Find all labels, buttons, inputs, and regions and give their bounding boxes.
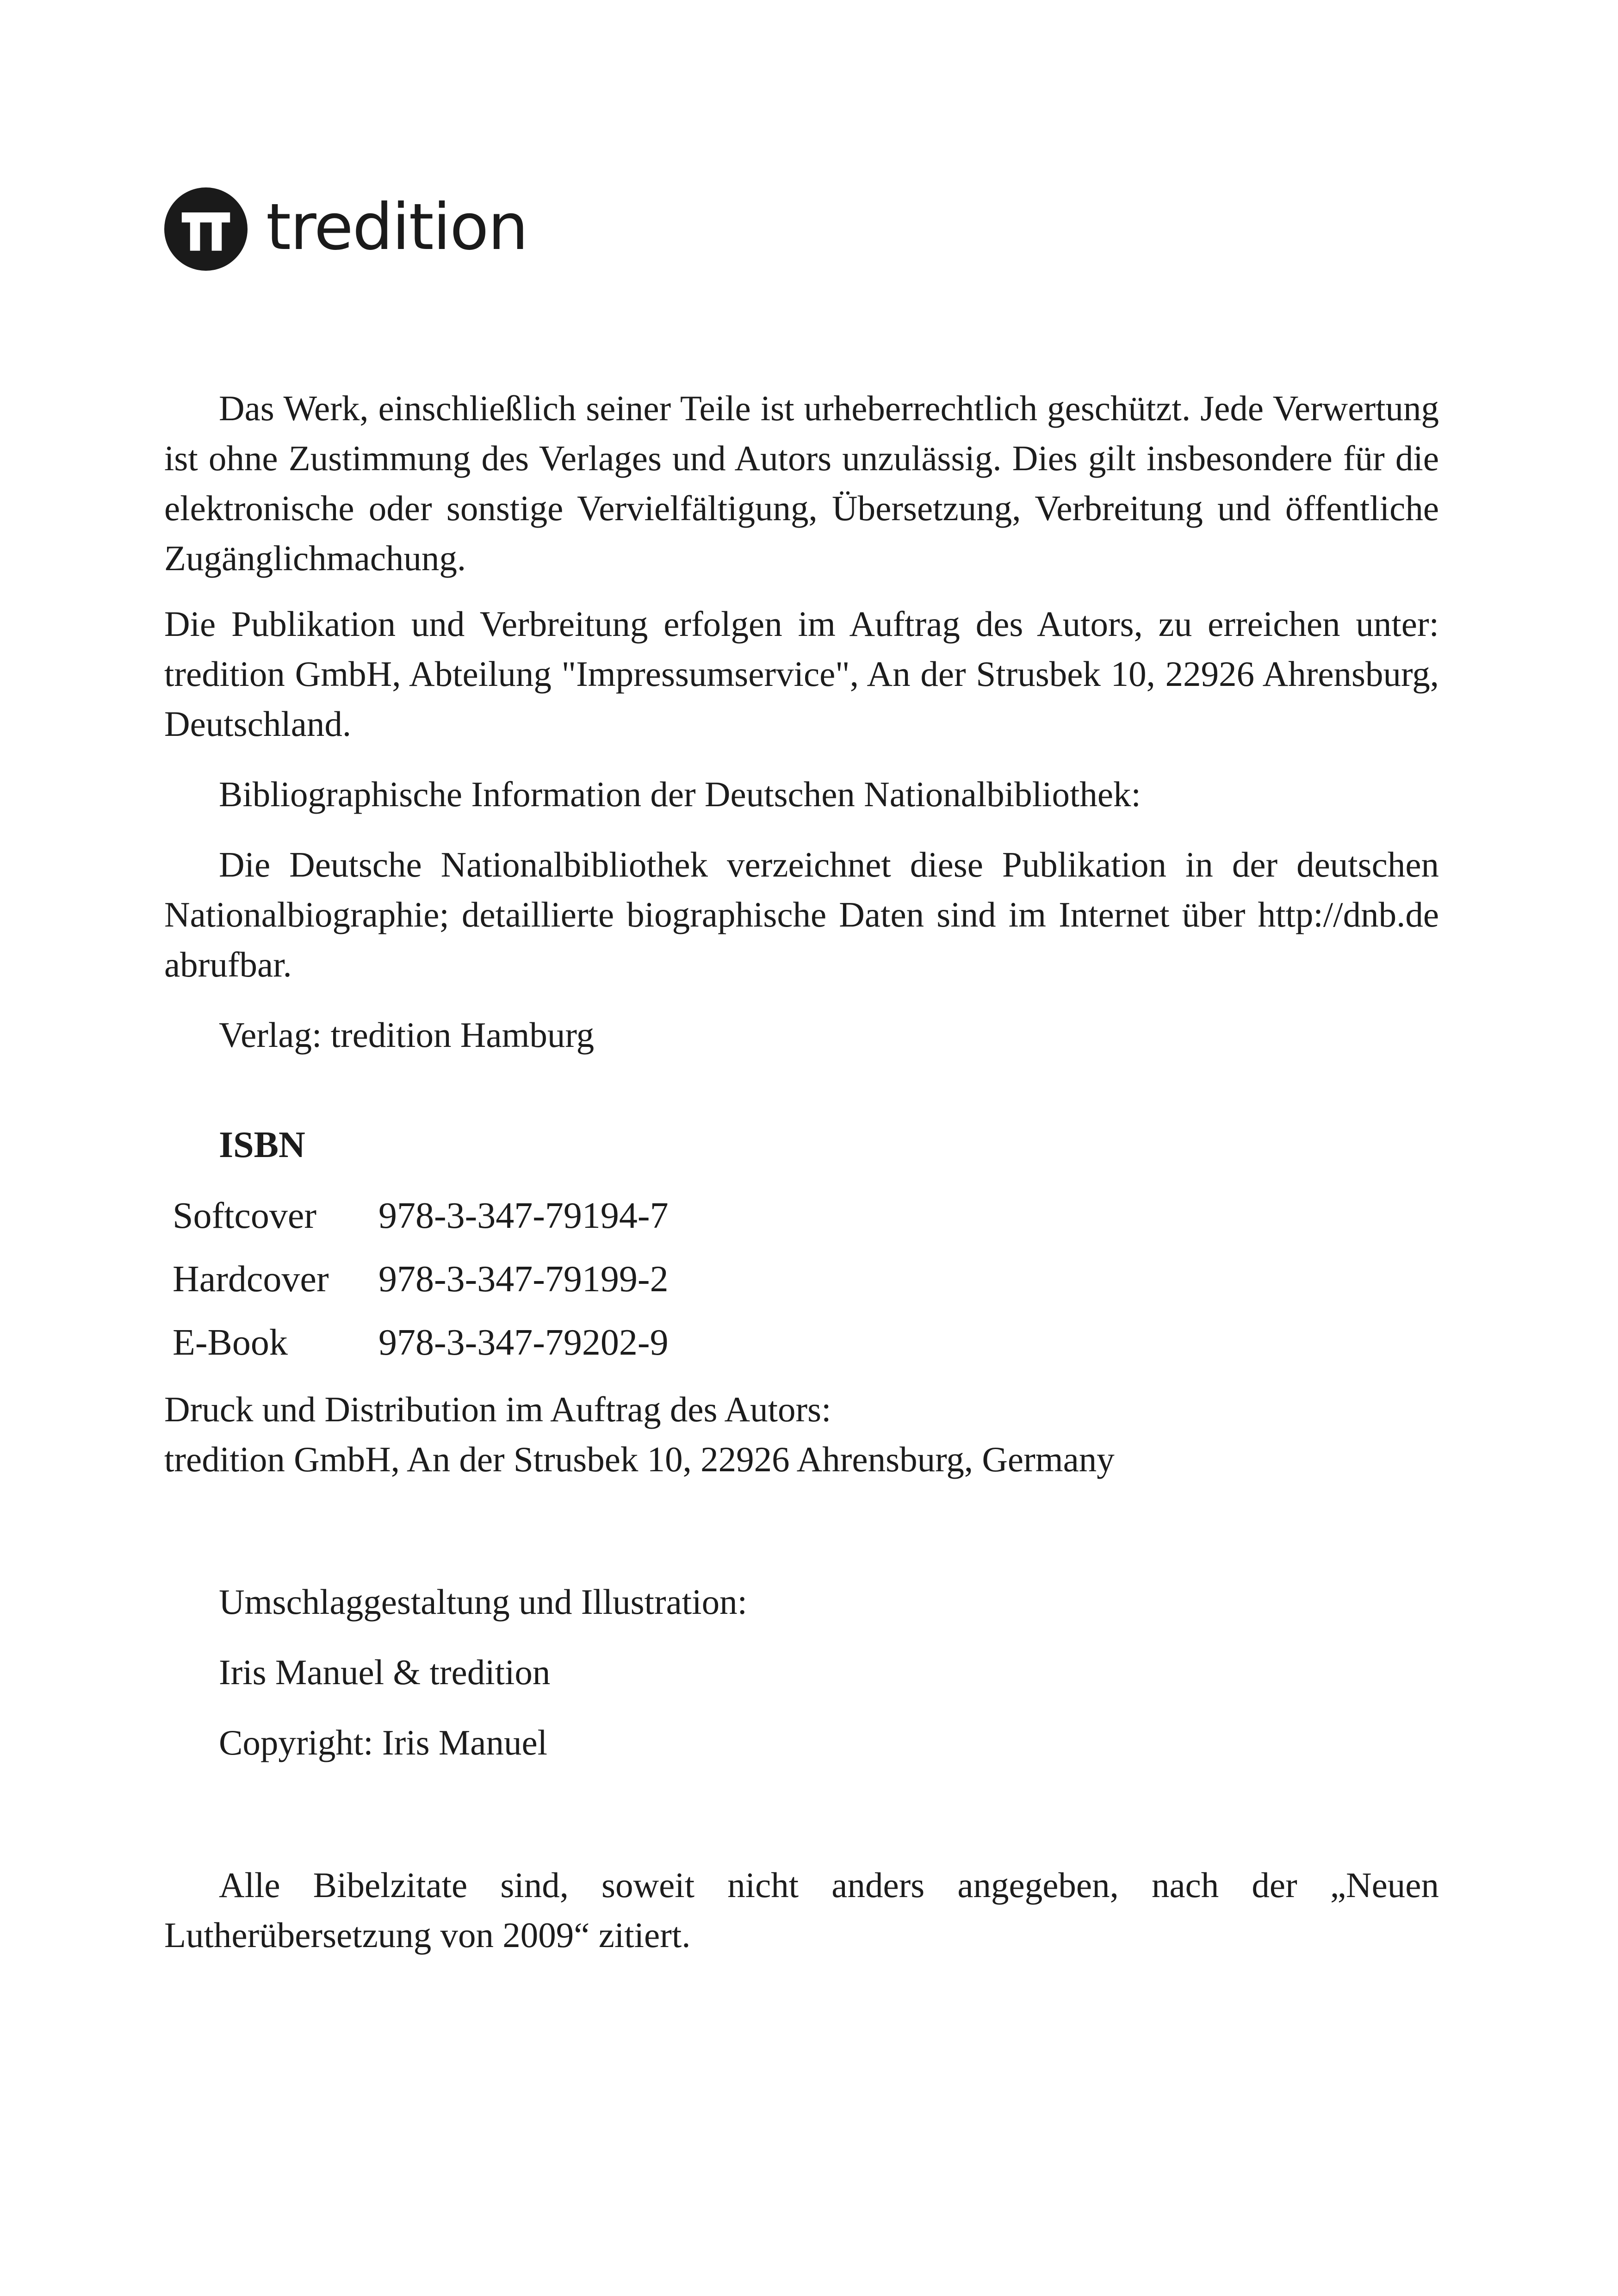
cover-copyright: Copyright: Iris Manuel <box>219 1723 548 1762</box>
distribution-address: tredition GmbH, An der Strusbek 10, 22926 Ahrensburg, Germany <box>164 1439 1115 1479</box>
isbn-table <box>173 1184 669 1374</box>
isbn-number: 978-3-347-79194-7 <box>378 1195 669 1236</box>
publisher-logo <box>164 185 527 273</box>
isbn-row <box>173 1311 669 1374</box>
copyright-notice: Das Werk, einschließlich seiner Teile ist urheberrechtlich geschützt. Jede Verwertung ist ohne Zustimmung des Verlages und Autors unzulässig. Dies gilt insbesondere für die elektronische oder sonstige Vervielfältigung, Übersetzung, Verbreitung und öffentliche Zugänglichmachung. <box>164 388 1439 578</box>
dnb-heading: Bibliographische Information der Deutschen Nationalbibliothek: <box>219 774 1141 814</box>
isbn-format: Hardcover <box>173 1258 329 1300</box>
distribution-notice <box>164 1384 1439 1484</box>
imprint-content <box>164 383 1439 1960</box>
bible-quote-note: Alle Bibelzitate sind, soweit nicht anders angegeben, nach der „Neuen Lutherübersetzung von 2009“ zitiert. <box>164 1865 1439 1955</box>
publication-notice: Die Publikation und Verbreitung erfolgen im Auftrag des Autors, zu erreichen unter: tredition GmbH, Abteilung "Impressumservice", An der Strusbek 10, 22926 Ahrensburg, Deutschland. <box>164 604 1439 744</box>
tredition-logo-icon <box>164 187 248 271</box>
publisher-line: Verlag: tredition Hamburg <box>219 1015 595 1055</box>
logo-wordmark: tredition <box>266 190 527 264</box>
isbn-number: 978-3-347-79202-9 <box>378 1322 669 1363</box>
cover-heading: Umschlaggestaltung und Illustration: <box>219 1582 747 1622</box>
distribution-line: Druck und Distribution im Auftrag des Autors: <box>164 1389 831 1429</box>
isbn-heading: ISBN <box>219 1125 305 1165</box>
isbn-row <box>173 1184 669 1247</box>
cover-credit: Iris Manuel & tredition <box>219 1652 551 1692</box>
isbn-number: 978-3-347-79199-2 <box>378 1258 669 1300</box>
isbn-row <box>173 1247 669 1311</box>
dnb-text: Die Deutsche Nationalbibliothek verzeichnet diese Publikation in der deutschen Nationalbiographie; detaillierte biographische Daten sind im Internet über http://dnb.de abrufbar. <box>164 845 1439 984</box>
isbn-format: E-Book <box>173 1322 288 1363</box>
isbn-format: Softcover <box>173 1195 317 1236</box>
cover-credits <box>164 1577 1439 1767</box>
